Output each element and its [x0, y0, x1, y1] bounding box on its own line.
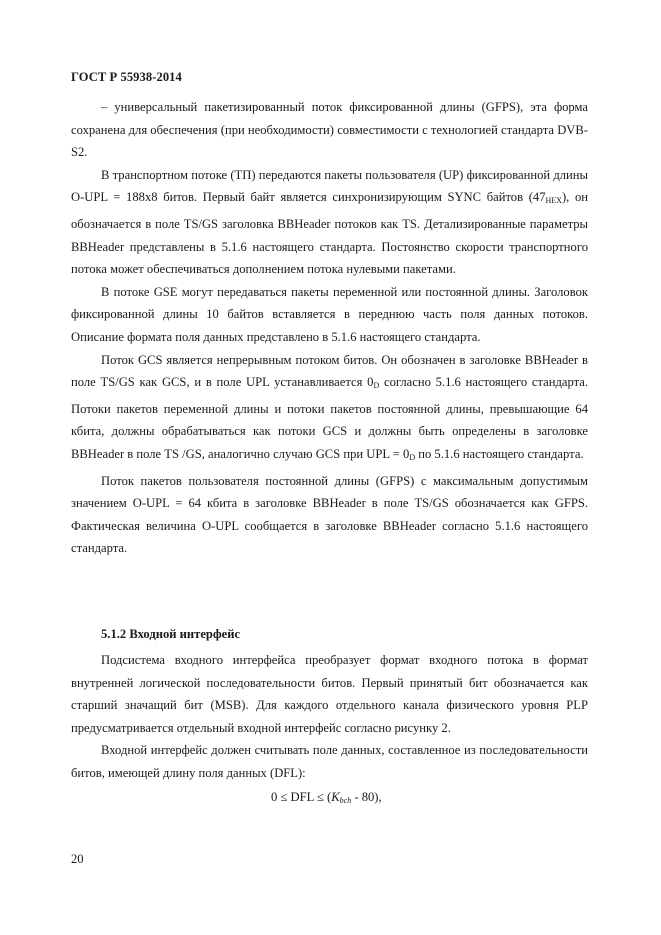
- section-heading: 5.1.2 Входной интерфейс: [101, 627, 241, 641]
- page-number: 20: [71, 852, 84, 866]
- paragraph-input-interface: Подсистема входного интерфейса преобразует формат входного потока в формат внутренней логической последовательности битов. Первый принятый бит обозначается как старший значащий бит (MSB). Для каждого отдельного канала физического уровня PLP предусматривается отдельный входной интерфейс согласно рисунку 2.: [71, 653, 588, 735]
- paragraph-text: согласно 5.1.6 настоящего стандарта. Потоки пакетов переменной длины и потоки пакетов постоянной длины, превышающие 64 кбита, должны обрабатываться как потоки GCS и должны быть определены в заголовке BBHeader в поле TS /GS, аналогично случаю GCS при UPL = 0: [71, 375, 588, 461]
- paragraph-text: ), он обозначается в поле TS/GS заголовка BBHeader потоков как TS. Детализированные параметры BBHeader представлены в 5.1.6 настоящего стандарта. Постоянство скорости транспортного потока может обеспечиваться дополнением потока нулевыми пакетами.: [71, 190, 588, 277]
- body-text: [71, 96, 588, 560]
- formula-subscript: bch: [339, 796, 352, 805]
- paragraph-gse: В потоке GSE могут передаваться пакеты переменной или постоянной длины. Заголовок фиксированной длины 10 байтов вставляется в переднюю часть поля данных потоков. Описание формата поля данных представлено в 5.1.6 настоящего стандарта.: [71, 284, 588, 344]
- subscript-d: D: [373, 381, 380, 391]
- document-header: ГОСТ Р 55938-2014: [71, 70, 182, 84]
- formula-prefix: 0 ≤ DFL ≤ (: [271, 790, 332, 804]
- formula-dfl: [271, 790, 382, 805]
- paragraph-gcs: [71, 349, 588, 470]
- paragraph-text: Поток GCS является непрерывным потоком битов. Он обозначен в заголовке BBHeader в поле TS/GS как GCS, и в поле UPL устанавливается 0: [71, 352, 588, 390]
- paragraph-text: по 5.1.6 настоящего стандарта.: [415, 446, 584, 461]
- formula-suffix: - 80),: [351, 790, 382, 804]
- formula-variable: K: [331, 790, 340, 804]
- paragraph-gfps-constant: Поток пакетов пользователя постоянной длины (GFPS) с максимальным допустимым значением O-UPL = 64 кбита в заголовке BBHeader в поле TS/GS обозначается как GFPS. Фактическая величина O-UPL сообщается в заголовке BBHeader согласно 5.1.6 настоящего стандарта.: [71, 473, 588, 556]
- paragraph-text: В транспортном потоке (ТП) передаются пакеты пользователя (UP) фиксированной длины O-UPL = 188х8 битов. Первый байт является синхронизирующим SYNC байтов (47: [71, 167, 588, 205]
- paragraph-data-field: Входной интерфейс должен считывать поле данных, составленное из последовательности битов, имеющей длину поля данных (DFL):: [71, 743, 588, 780]
- section-body: [71, 649, 588, 785]
- subscript-hex: HEX: [545, 196, 562, 206]
- subscript-d: D: [409, 452, 416, 462]
- paragraph-gfps-intro: – универсальный пакетизированный поток фиксированной длины (GFPS), эта форма сохранена для обеспечения (при необходимости) совместимости с технологией стандарта DVB-S2.: [71, 100, 588, 160]
- paragraph-transport-stream: [71, 164, 588, 281]
